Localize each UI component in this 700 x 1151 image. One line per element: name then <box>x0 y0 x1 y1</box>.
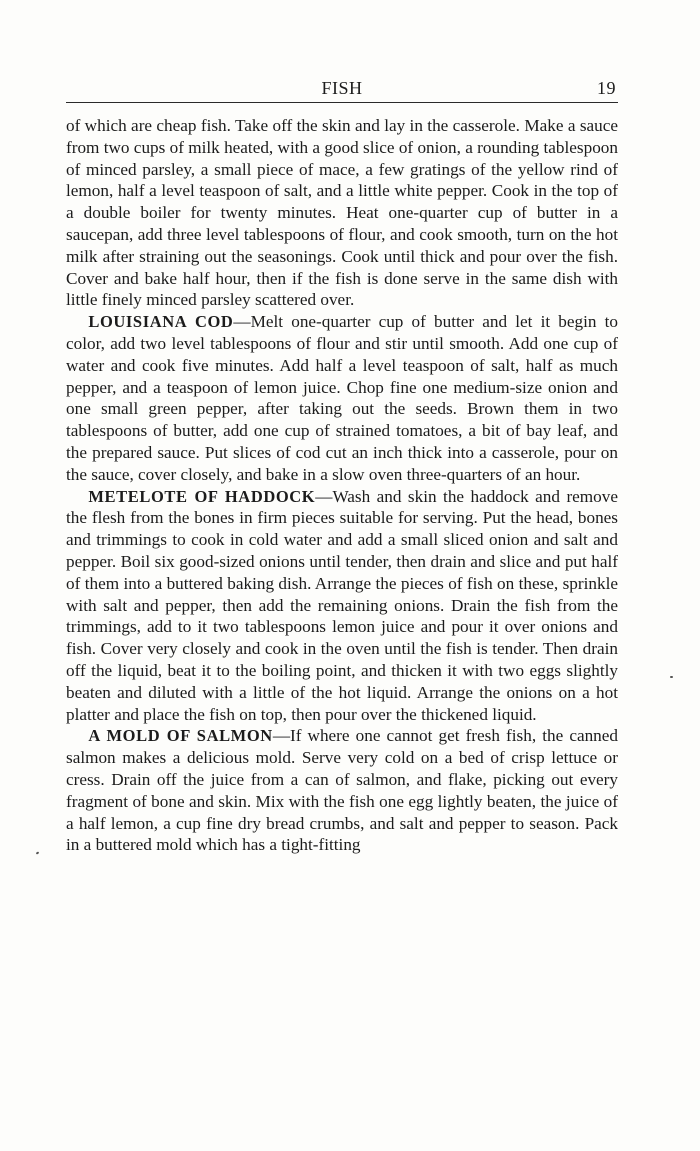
recipe-mold-of-salmon <box>66 725 618 856</box>
recipe-heading: A MOLD OF SALMON <box>88 726 273 746</box>
paragraph-continuation <box>66 115 618 311</box>
recipe-text: —If where one cannot get fresh fish, the canned salmon makes a delicious mold. Serve very cold on a bed of crisp lettuce or cress. Drain off the juice from a can of salmon, and flake, picking out every fragment of bone and skin. Mix with the fish one egg lightly beaten, the juice of a half lemon, a cup fine dry bread crumbs, and salt and pepper to season. Pack in a buttered mold which has a tight-fitting <box>66 726 618 855</box>
recipe-text: —Melt one-quarter cup of butter and let it begin to color, add two level tablespoons of flour and stir until smooth. Add one cup of water and cook five minutes. Add half a level teaspoon of salt, half as much pepper, and a teaspoon of lemon juice. Chop fine one medium-size onion and one small green pepper, after taking out the seeds. Brown them in two tablespoons of butter, add one cup of strained tomatoes, a bit of bay leaf, and the prepared sauce. Put slices of cod cut an inch thick into a casserole, pour on the sauce, cover closely, and bake in a slow oven three-quarters of an hour. <box>66 312 618 484</box>
recipe-heading: LOUISIANA COD <box>88 312 234 332</box>
recipe-metelote-of-haddock <box>66 486 618 726</box>
ink-speck <box>670 676 673 678</box>
recipe-text: —Wash and skin the haddock and remove the flesh from the bones in firm pieces suitable for serving. Put the head, bones and trimmings to cook in cold water and add a small sliced onion and salt and pepper. Boil six good-sized onions until tender, then drain and slice and put half of them into a buttered baking dish. Arrange the pieces of fish on these, sprinkle with salt and pepper, then add the remaining onions. Drain the fish from the trimmings, add to it two tablespoons lemon juice and pour it over onions and fish. Cover very closely and cook in the oven until the fish is tender. Then drain off the liquid, beat it to the boiling point, and thicken it with two eggs slightly beaten and diluted with a little of the hot liquid. Arrange the onions on a hot platter and place the fish on top, then pour over the thickened liquid. <box>66 486 618 724</box>
recipe-heading: METELOTE OF HADDOCK <box>88 486 316 506</box>
paragraph-text: of which are cheap fish. Take off the skin and lay in the casserole. Make a sauce from two cups of milk heated, with a good slice of onion, a rounding tablespoon of minced parsley, a small piece of mace, a few gratings of the yellow rind of lemon, half a level teaspoon of salt, and a little white pepper. Cook in the top of a double boiler for twenty minutes. Heat one-quarter cup of butter in a saucepan, add three level tablespoons of flour, and cook smooth, turn on the hot milk after straining out the seasonings. Cook until thick and pour over the fish. Cover and bake half hour, then if the fish is done serve in the same dish with little finely minced parsley scattered over. <box>66 116 618 310</box>
recipe-louisiana-cod <box>66 311 618 485</box>
running-head <box>66 78 618 103</box>
body-text <box>66 115 618 856</box>
ink-speck <box>36 851 40 854</box>
book-page <box>66 78 618 856</box>
chapter-title: FISH <box>321 78 363 98</box>
page-number: 19 <box>597 78 616 98</box>
